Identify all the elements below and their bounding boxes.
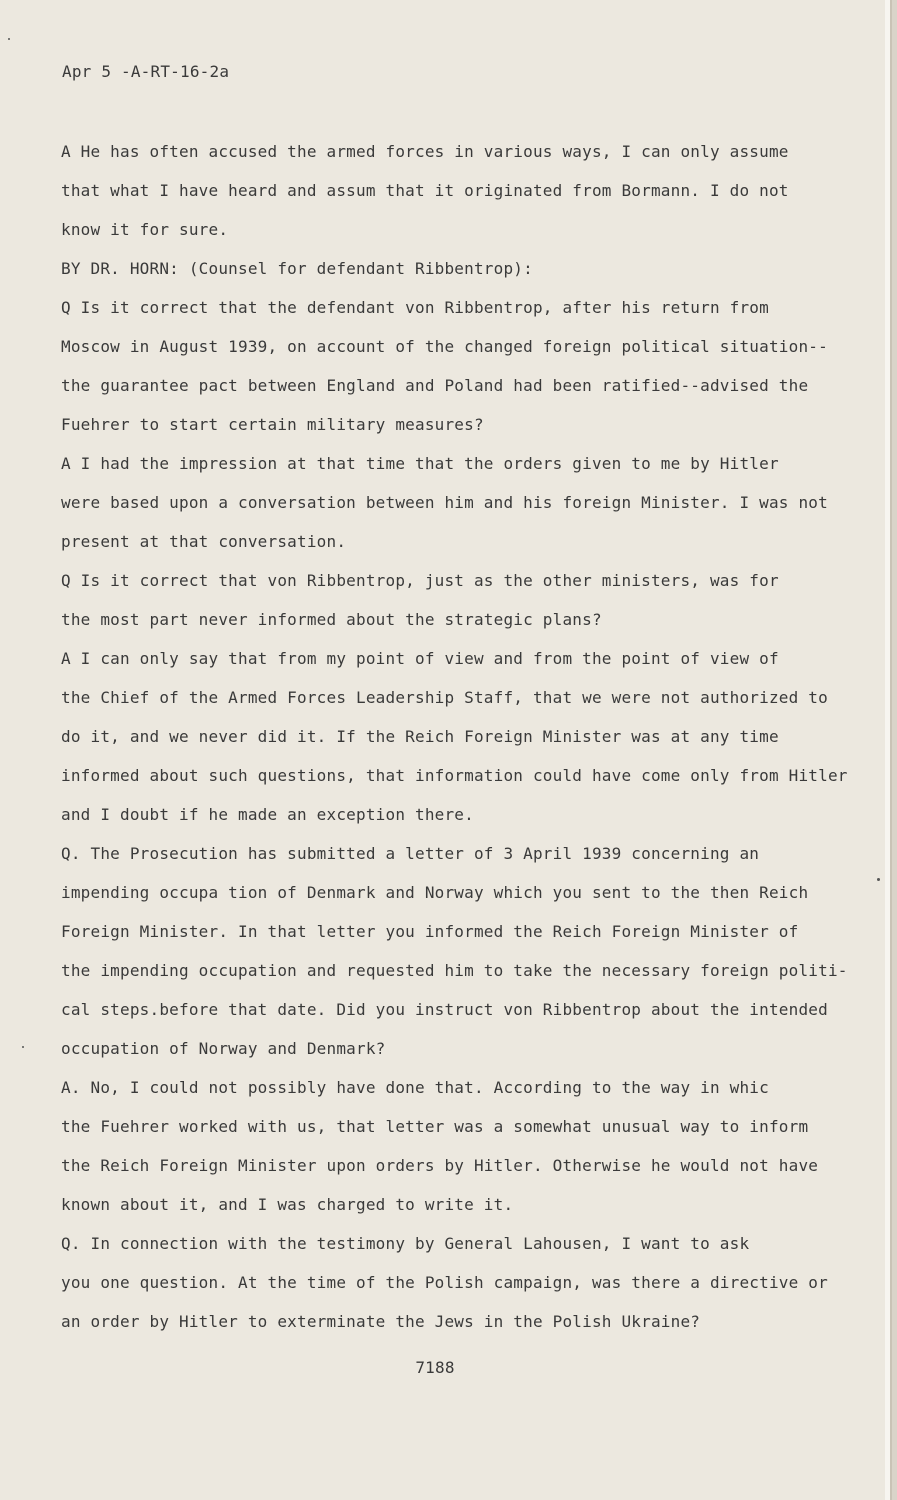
transcript-line: the guarantee pact between England and Poland had been ratified--advised the xyxy=(61,376,809,395)
transcript-line: Q. In connection with the testimony by General Lahousen, I want to ask xyxy=(61,1234,750,1253)
transcript-line: were based upon a conversation between him and his foreign Minister. I was not xyxy=(61,493,828,512)
transcript-line: informed about such questions, that information could have come only from Hitler xyxy=(61,766,848,785)
paper-speck xyxy=(8,38,10,40)
transcript-line: the most part never informed about the strategic plans? xyxy=(61,610,602,629)
transcript-line: the impending occupation and requested him to take the necessary foreign politi- xyxy=(61,961,848,980)
transcript-line: present at that conversation. xyxy=(61,532,347,551)
transcript-line: Q Is it correct that the defendant von Ribbentrop, after his return from xyxy=(61,298,769,317)
transcript-line: know it for sure. xyxy=(61,220,229,239)
page-edge xyxy=(885,0,890,1500)
transcript-line: that what I have heard and assum that it originated from Bormann. I do not xyxy=(61,181,789,200)
paper-speck xyxy=(877,878,880,881)
page-number: 7188 xyxy=(415,1358,455,1377)
transcript-line: do it, and we never did it. If the Reich Foreign Minister was at any time xyxy=(61,727,779,746)
transcript-line: A I had the impression at that time that the orders given to me by Hitler xyxy=(61,454,779,473)
document-header: Apr 5 -A-RT-16-2a xyxy=(62,62,230,81)
transcript-line: cal steps.before that date. Did you instruct von Ribbentrop about the intended xyxy=(61,1000,828,1019)
transcript-line: Q Is it correct that von Ribbentrop, just as the other ministers, was for xyxy=(61,571,779,590)
transcript-line: Moscow in August 1939, on account of the changed foreign political situation-- xyxy=(61,337,828,356)
transcript-line: you one question. At the time of the Polish campaign, was there a directive or xyxy=(61,1273,828,1292)
transcript-line: A. No, I could not possibly have done that. According to the way in whic xyxy=(61,1078,769,1097)
transcript-line: the Chief of the Armed Forces Leadership Staff, that we were not authorized to xyxy=(61,688,828,707)
paper-speck xyxy=(22,1046,24,1048)
transcript-body xyxy=(61,140,848,1349)
transcript-line: A He has often accused the armed forces in various ways, I can only assume xyxy=(61,142,789,161)
transcript-line: BY DR. HORN: (Counsel for defendant Ribbentrop): xyxy=(61,259,533,278)
transcript-line: Foreign Minister. In that letter you informed the Reich Foreign Minister of xyxy=(61,922,799,941)
transcript-line: impending occupa tion of Denmark and Norway which you sent to the then Reich xyxy=(61,883,809,902)
transcript-line: the Fuehrer worked with us, that letter was a somewhat unusual way to inform xyxy=(61,1117,809,1136)
transcript-line: Q. The Prosecution has submitted a letter of 3 April 1939 concerning an xyxy=(61,844,760,863)
transcript-line: and I doubt if he made an exception there. xyxy=(61,805,474,824)
transcript-line: an order by Hitler to exterminate the Jews in the Polish Ukraine? xyxy=(61,1312,701,1331)
transcript-line: A I can only say that from my point of view and from the point of view of xyxy=(61,649,779,668)
transcript-line: known about it, and I was charged to write it. xyxy=(61,1195,514,1214)
transcript-line: the Reich Foreign Minister upon orders by Hitler. Otherwise he would not have xyxy=(61,1156,819,1175)
transcript-line: Fuehrer to start certain military measures? xyxy=(61,415,484,434)
transcript-line: occupation of Norway and Denmark? xyxy=(61,1039,386,1058)
